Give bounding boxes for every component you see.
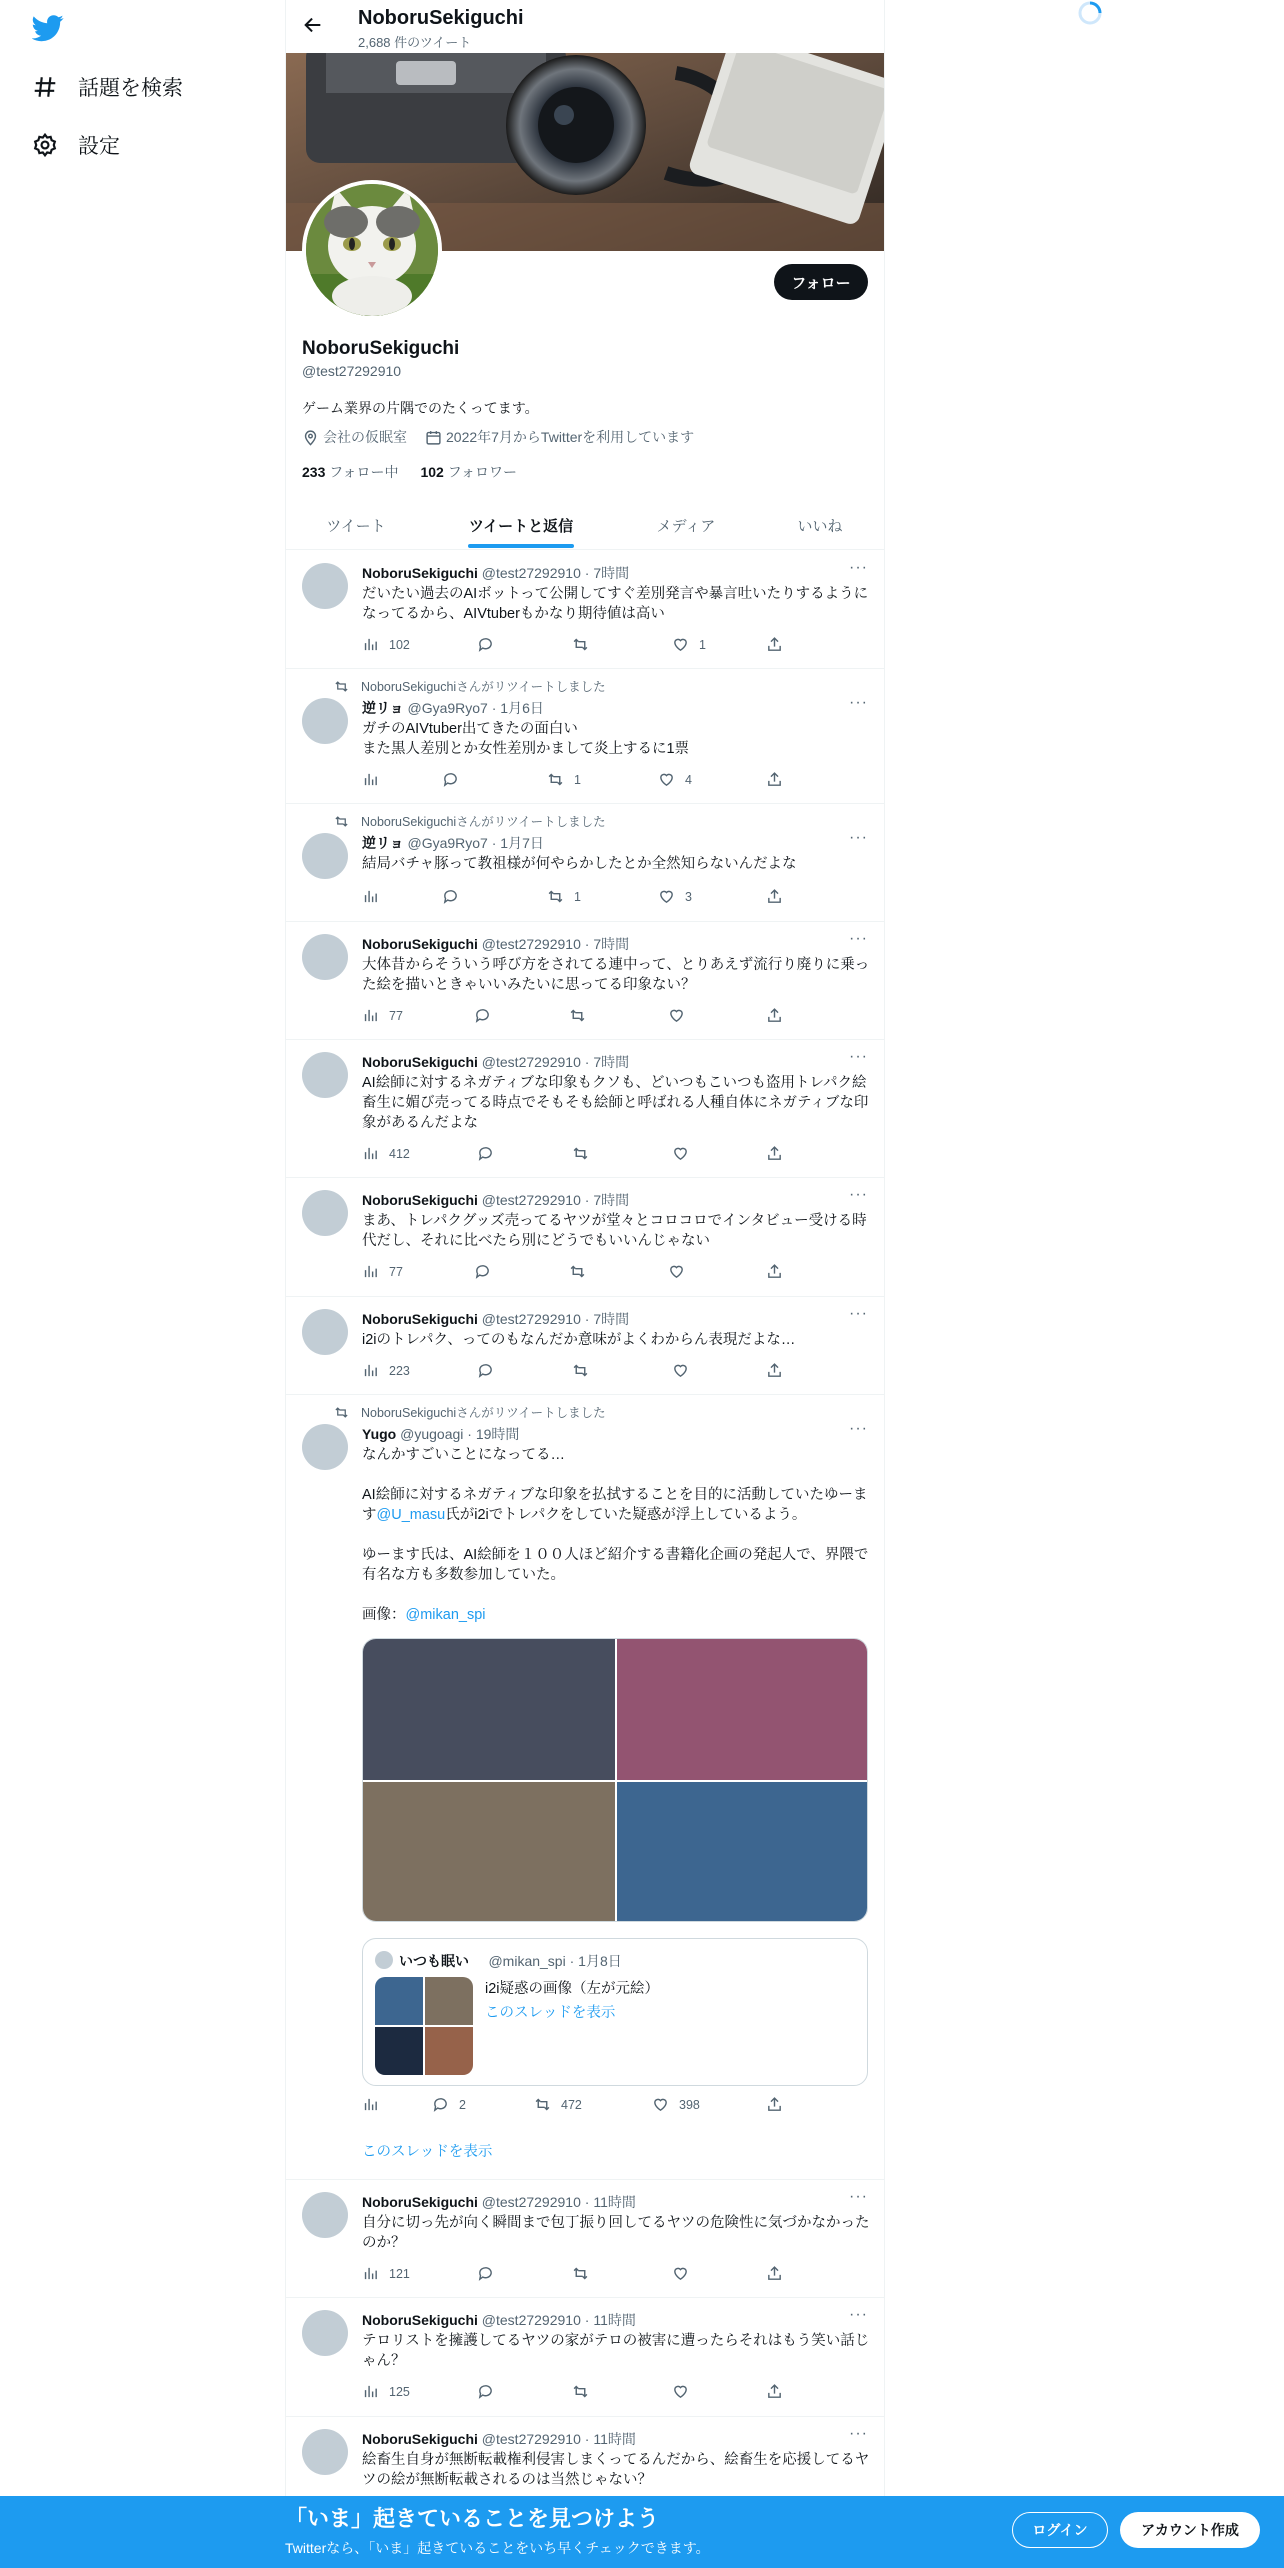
retweet-label: NoboruSekiguchiさんがリツイートしました [334, 812, 606, 830]
tweet-text: 絵畜生自身が無断転載権利侵害しまくってるんだから、絵畜生を応援してるヤツの絵が無断転載されるのは当然じゃない？ [362, 2452, 870, 2488]
reply-button[interactable]: 2 [432, 2096, 466, 2113]
retweet-icon [547, 771, 564, 788]
reply-icon [477, 2383, 494, 2400]
media-image [375, 1977, 423, 2025]
more-icon[interactable]: ··· [849, 2188, 868, 2205]
mention-link[interactable]: @U_masu [376, 1507, 446, 1523]
views-button[interactable]: 77 [362, 1007, 403, 1024]
views-button[interactable] [362, 2096, 389, 2113]
retweet-label: NoboruSekiguchiさんがリツイートしました [334, 1403, 606, 1421]
reply-button[interactable] [477, 2265, 504, 2282]
more-icon[interactable]: ··· [849, 1305, 868, 1322]
signup-banner [0, 2496, 1284, 2568]
views-button[interactable] [362, 888, 389, 905]
share-icon [766, 2096, 783, 2113]
tweet-text: 結局バチャ豚って教祖様が何やらかしたとか全然知らないんだよな [362, 856, 797, 872]
calendar-icon [425, 429, 442, 446]
cat-avatar-image [306, 184, 438, 316]
views-icon [362, 888, 379, 905]
tweet-text: AI絵師に対するネガティブな印象もクソも、どいつもこいつも盗用トレパク絵畜生に媚び売ってる時点でそもそも絵師と呼ばれる人種自体にネガティブな印象があるんだよな [362, 1075, 869, 1131]
tweet[interactable] [286, 1178, 884, 1297]
avatar[interactable] [302, 2310, 348, 2356]
back-arrow-icon[interactable] [302, 14, 324, 36]
share-button[interactable] [766, 2265, 793, 2282]
avatar[interactable] [302, 563, 348, 609]
more-icon[interactable]: ··· [849, 1420, 868, 1437]
sidebar-item-explore[interactable] [32, 67, 183, 107]
heart-icon [668, 1007, 685, 1024]
media-image[interactable] [363, 1639, 615, 1780]
tweet-actions [362, 771, 802, 791]
tweet[interactable] [286, 1395, 884, 2180]
retweet-button[interactable] [569, 1263, 596, 1280]
heart-icon [652, 2096, 669, 2113]
avatar[interactable] [302, 1052, 348, 1098]
views-button[interactable]: 125 [362, 2383, 410, 2400]
retweet-icon [569, 1007, 586, 1024]
avatar[interactable] [302, 1424, 348, 1470]
media-image[interactable] [617, 1782, 868, 1922]
profile-name: NoboruSekiguchi [302, 338, 460, 359]
share-button[interactable] [766, 2096, 793, 2113]
profile-joined: 2022年7月からTwitterを利用しています [446, 429, 695, 445]
reply-button[interactable] [474, 1263, 501, 1280]
retweet-button[interactable] [572, 2383, 599, 2400]
views-icon [362, 1362, 379, 1379]
media-image [425, 2027, 473, 2075]
reply-button[interactable] [477, 1362, 504, 1379]
tweet-text: 自分に切っ先が向く瞬間まで包丁振り回してるヤツの危険性に気づかなかったのか？ [362, 2215, 870, 2251]
like-button[interactable] [672, 1145, 699, 1162]
tweet-actions [362, 1263, 802, 1283]
tweet-header: NoboruSekiguchi @test27292910 · 7時間 [362, 1311, 630, 1327]
header-title: NoboruSekiguchi [358, 7, 524, 29]
tweet-header: NoboruSekiguchi @test27292910 · 11時間 [362, 2194, 636, 2210]
tweet-actions [362, 2265, 802, 2285]
tweet-actions [362, 1007, 802, 1027]
tweet-header: NoboruSekiguchi @test27292910 · 7時間 [362, 565, 630, 581]
tweet-text: i2iのトレパク、ってのもなんだか意味がよくわからん表現だよな… [362, 1332, 796, 1348]
tweet-header: NoboruSekiguchi @test27292910 · 7時間 [362, 936, 630, 952]
reply-icon [477, 2265, 494, 2282]
tweet-text: ゆーます氏は、AI絵師を１００人ほど紹介する書籍化企画の発起人で、界隈で有名な方も多数参加していた。 [362, 1547, 869, 1583]
followers-link[interactable]: 102 フォロワー [420, 464, 518, 480]
reply-icon [442, 771, 459, 788]
reply-icon [442, 888, 459, 905]
retweet-button[interactable]: 472 [534, 2096, 582, 2113]
retweet-icon [572, 1362, 589, 1379]
reply-icon [477, 636, 494, 653]
show-thread-link[interactable]: このスレッドを表示 [362, 2144, 493, 2160]
more-icon[interactable]: ··· [849, 1186, 868, 1203]
tweet-actions [362, 888, 802, 908]
views-button[interactable]: 77 [362, 1263, 403, 1280]
header-tweet-count: 2,688 件のツイート [358, 35, 472, 50]
sidebar-item-settings[interactable] [32, 125, 120, 165]
reply-button[interactable] [477, 1145, 504, 1162]
share-icon [766, 2265, 783, 2282]
signup-button[interactable]: アカウント作成 [1120, 2512, 1260, 2548]
profile-bio: ゲーム業界の片隅でのたくってます。 [302, 400, 539, 416]
following-link[interactable]: 233 フォロー中 [302, 464, 399, 480]
retweet-icon [572, 1145, 589, 1162]
retweet-icon [572, 636, 589, 653]
tweet-header: 逆リョ @Gya9Ryo7 · 1月7日 [362, 835, 544, 851]
more-icon[interactable]: ··· [849, 559, 868, 576]
avatar[interactable] [302, 833, 348, 879]
tweet-text: ガチのAIVtuber出てきたの面白い また黒人差別とか女性差別かまして炎上するに1票 [362, 721, 690, 757]
heart-icon [672, 1145, 689, 1162]
tweet-header: 逆リョ @Gya9Ryo7 · 1月6日 [362, 700, 544, 716]
tweet-header: NoboruSekiguchi @test27292910 · 11時間 [362, 2312, 636, 2328]
retweet-icon [572, 2383, 589, 2400]
reply-button[interactable] [442, 888, 469, 905]
retweet-icon [534, 2096, 551, 2113]
share-button[interactable] [766, 888, 793, 905]
reply-icon [474, 1007, 491, 1024]
share-button[interactable] [766, 1145, 793, 1162]
reply-button[interactable] [477, 636, 504, 653]
views-icon [362, 2265, 379, 2282]
banner-subtitle: Twitterなら、「いま」起きていることをいち早くチェックできます。 [285, 2540, 710, 2556]
profile-meta [302, 427, 694, 447]
gear-icon [32, 132, 58, 158]
avatar[interactable] [302, 1309, 348, 1355]
main-column [285, 0, 885, 2568]
avatar [375, 1951, 393, 1969]
sidebar-item-label: 話題を検索 [78, 77, 183, 100]
like-button[interactable]: 4 [658, 771, 692, 788]
sidebar-item-label: 設定 [78, 135, 120, 158]
tweet[interactable] [286, 1297, 884, 1395]
retweet-button[interactable] [572, 1145, 599, 1162]
reply-icon [432, 2096, 449, 2113]
reply-icon [477, 1362, 494, 1379]
tweet-actions [362, 1145, 802, 1165]
tweet[interactable] [286, 804, 884, 922]
tweet-actions [362, 2096, 802, 2116]
profile-location: 会社の仮眠室 [323, 429, 407, 445]
media-image [425, 1977, 473, 2025]
views-icon [362, 1263, 379, 1280]
retweet-button[interactable] [572, 2265, 599, 2282]
retweet-button[interactable] [569, 1007, 596, 1024]
top-bar [286, 0, 884, 53]
tweet-media-grid [362, 1638, 868, 1922]
share-button[interactable] [766, 1362, 793, 1379]
like-button[interactable] [672, 2265, 699, 2282]
retweet-label: NoboruSekiguchiさんがリツイートしました [334, 677, 606, 695]
tweet-actions [362, 636, 802, 656]
like-button[interactable]: 3 [658, 888, 692, 905]
like-button[interactable] [668, 1007, 695, 1024]
avatar[interactable] [302, 934, 348, 980]
views-button[interactable]: 223 [362, 1362, 410, 1379]
views-icon [362, 1145, 379, 1162]
tweet-header: NoboruSekiguchi @test27292910 · 11時間 [362, 2431, 636, 2447]
tweet-text: なんかすごいことになってる… [362, 1447, 565, 1463]
profile-avatar[interactable] [302, 180, 442, 320]
twitter-bird-icon[interactable] [32, 12, 64, 44]
tweet[interactable] [286, 922, 884, 1040]
login-button[interactable]: ログイン [1012, 2512, 1108, 2548]
reply-button[interactable] [442, 771, 469, 788]
share-icon [766, 1362, 783, 1379]
like-button[interactable]: 398 [652, 2096, 700, 2113]
share-icon [766, 1145, 783, 1162]
profile-handle: @test27292910 [302, 363, 402, 379]
more-icon[interactable]: ··· [849, 2425, 868, 2442]
views-icon [362, 771, 379, 788]
retweet-button[interactable]: 1 [547, 888, 581, 905]
avatar[interactable] [302, 1190, 348, 1236]
retweet-icon [334, 814, 349, 829]
tab-tweets[interactable]: ツイート [326, 517, 386, 535]
location-pin-icon [302, 429, 319, 446]
media-image[interactable] [363, 1782, 615, 1922]
reply-icon [477, 1145, 494, 1162]
tweet-text: 画像：@mikan_spi [362, 1607, 486, 1623]
more-icon[interactable]: ··· [849, 1048, 868, 1065]
tweet[interactable] [286, 669, 884, 804]
retweet-icon [547, 888, 564, 905]
loading-spinner-icon [1075, 0, 1105, 26]
reply-button[interactable] [477, 2383, 504, 2400]
more-icon[interactable]: ··· [849, 694, 868, 711]
active-tab-indicator [468, 544, 574, 548]
tweet[interactable] [286, 1040, 884, 1178]
heart-icon [672, 2383, 689, 2400]
avatar[interactable] [302, 698, 348, 744]
like-button[interactable] [672, 1362, 699, 1379]
heart-icon [672, 2265, 689, 2282]
quote-thread-link[interactable]: このスレッドを表示 [485, 2005, 616, 2021]
tweet-text: だいたい過去のAIボットって公開してすぐ差別発言や暴言吐いたりするようになってるから、AIVtuberもかなり期待値は高い [362, 586, 869, 622]
quote-text: i2i疑惑の画像（左が元絵） [485, 1981, 660, 1997]
share-icon [766, 1007, 783, 1024]
share-icon [766, 888, 783, 905]
media-image[interactable] [617, 1639, 868, 1780]
heart-icon [672, 1362, 689, 1379]
tweet-text: AI絵師に対するネガティブな印象を払拭することを目的に活動していたゆーます@U_masu氏がi2iでトレパクをしていた疑惑が浮上しているよう。 [362, 1487, 868, 1523]
reply-icon [474, 1263, 491, 1280]
media-image [375, 2027, 423, 2075]
retweet-icon [572, 2265, 589, 2282]
share-icon [766, 771, 783, 788]
tweet-actions [362, 2383, 802, 2403]
share-icon [766, 636, 783, 653]
share-button[interactable] [766, 771, 793, 788]
tweet-text: まあ、トレパクグッズ売ってるヤツが堂々とコロコロでインタビュー受ける時代だし、それに比べたら別にどうでもいいんじゃない [362, 1213, 867, 1249]
tweet-text: テロリストを擁護してるヤツの家がテロの被害に遭ったらそれはもう笑い話じゃん？ [362, 2333, 870, 2369]
views-button[interactable] [362, 771, 389, 788]
mention-link[interactable]: @mikan_spi [405, 1607, 486, 1623]
tweet-text: 大体昔からそういう呼び方をされてる連中って、とりあえず流行り廃りに乗った絵を描いときゃいいみたいに思ってる印象ない？ [362, 957, 870, 993]
retweet-icon [334, 679, 349, 694]
like-button[interactable] [672, 2383, 699, 2400]
profile-tabs [286, 500, 884, 550]
profile-follow-stats [302, 462, 517, 482]
tweet-actions [362, 1362, 802, 1382]
share-button[interactable] [766, 1263, 793, 1280]
reply-button[interactable] [474, 1007, 501, 1024]
tweet-header: NoboruSekiguchi @test27292910 · 7時間 [362, 1054, 630, 1070]
quoted-tweet[interactable] [362, 1938, 868, 2086]
avatar[interactable] [302, 2429, 348, 2475]
heart-icon [658, 888, 675, 905]
share-button[interactable] [766, 636, 793, 653]
views-icon [362, 2383, 379, 2400]
avatar[interactable] [302, 2192, 348, 2238]
more-icon[interactable]: ··· [849, 2306, 868, 2323]
banner-title: 「いま」起きていることを見つけよう [285, 2506, 660, 2531]
more-icon[interactable]: ··· [849, 829, 868, 846]
heart-icon [658, 771, 675, 788]
tab-likes[interactable]: いいね [797, 517, 843, 535]
share-icon [766, 1263, 783, 1280]
follow-button[interactable]: フォロー [774, 264, 868, 300]
retweet-button[interactable] [572, 636, 599, 653]
retweet-icon [334, 1405, 349, 1420]
tweet[interactable] [286, 551, 884, 669]
tweet[interactable] [286, 2180, 884, 2298]
more-icon[interactable]: ··· [849, 930, 868, 947]
heart-icon [672, 636, 689, 653]
hashtag-icon [32, 74, 58, 100]
like-button[interactable]: 1 [672, 636, 706, 653]
retweet-button[interactable]: 1 [547, 771, 581, 788]
quote-header: いつも眠い @mikan_spi · 1月8日 [399, 1953, 622, 1969]
views-button[interactable]: 412 [362, 1145, 410, 1162]
views-button[interactable]: 102 [362, 636, 410, 653]
retweet-icon [569, 1263, 586, 1280]
heart-icon [668, 1263, 685, 1280]
retweet-button[interactable] [572, 1362, 599, 1379]
quote-thumbnail-grid [375, 1977, 473, 2075]
tweet-header: Yugo @yugoagi · 19時間 [362, 1426, 520, 1442]
share-icon [766, 2383, 783, 2400]
like-button[interactable] [668, 1263, 695, 1280]
tweet[interactable] [286, 2298, 884, 2417]
views-icon [362, 2096, 379, 2113]
views-button[interactable]: 121 [362, 2265, 410, 2282]
views-icon [362, 636, 379, 653]
share-button[interactable] [766, 2383, 793, 2400]
views-icon [362, 1007, 379, 1024]
share-button[interactable] [766, 1007, 793, 1024]
tab-media[interactable]: メディア [656, 517, 716, 535]
tweet-header: NoboruSekiguchi @test27292910 · 7時間 [362, 1192, 630, 1208]
tab-tweets-and-replies[interactable]: ツイートと返信 [468, 517, 574, 535]
